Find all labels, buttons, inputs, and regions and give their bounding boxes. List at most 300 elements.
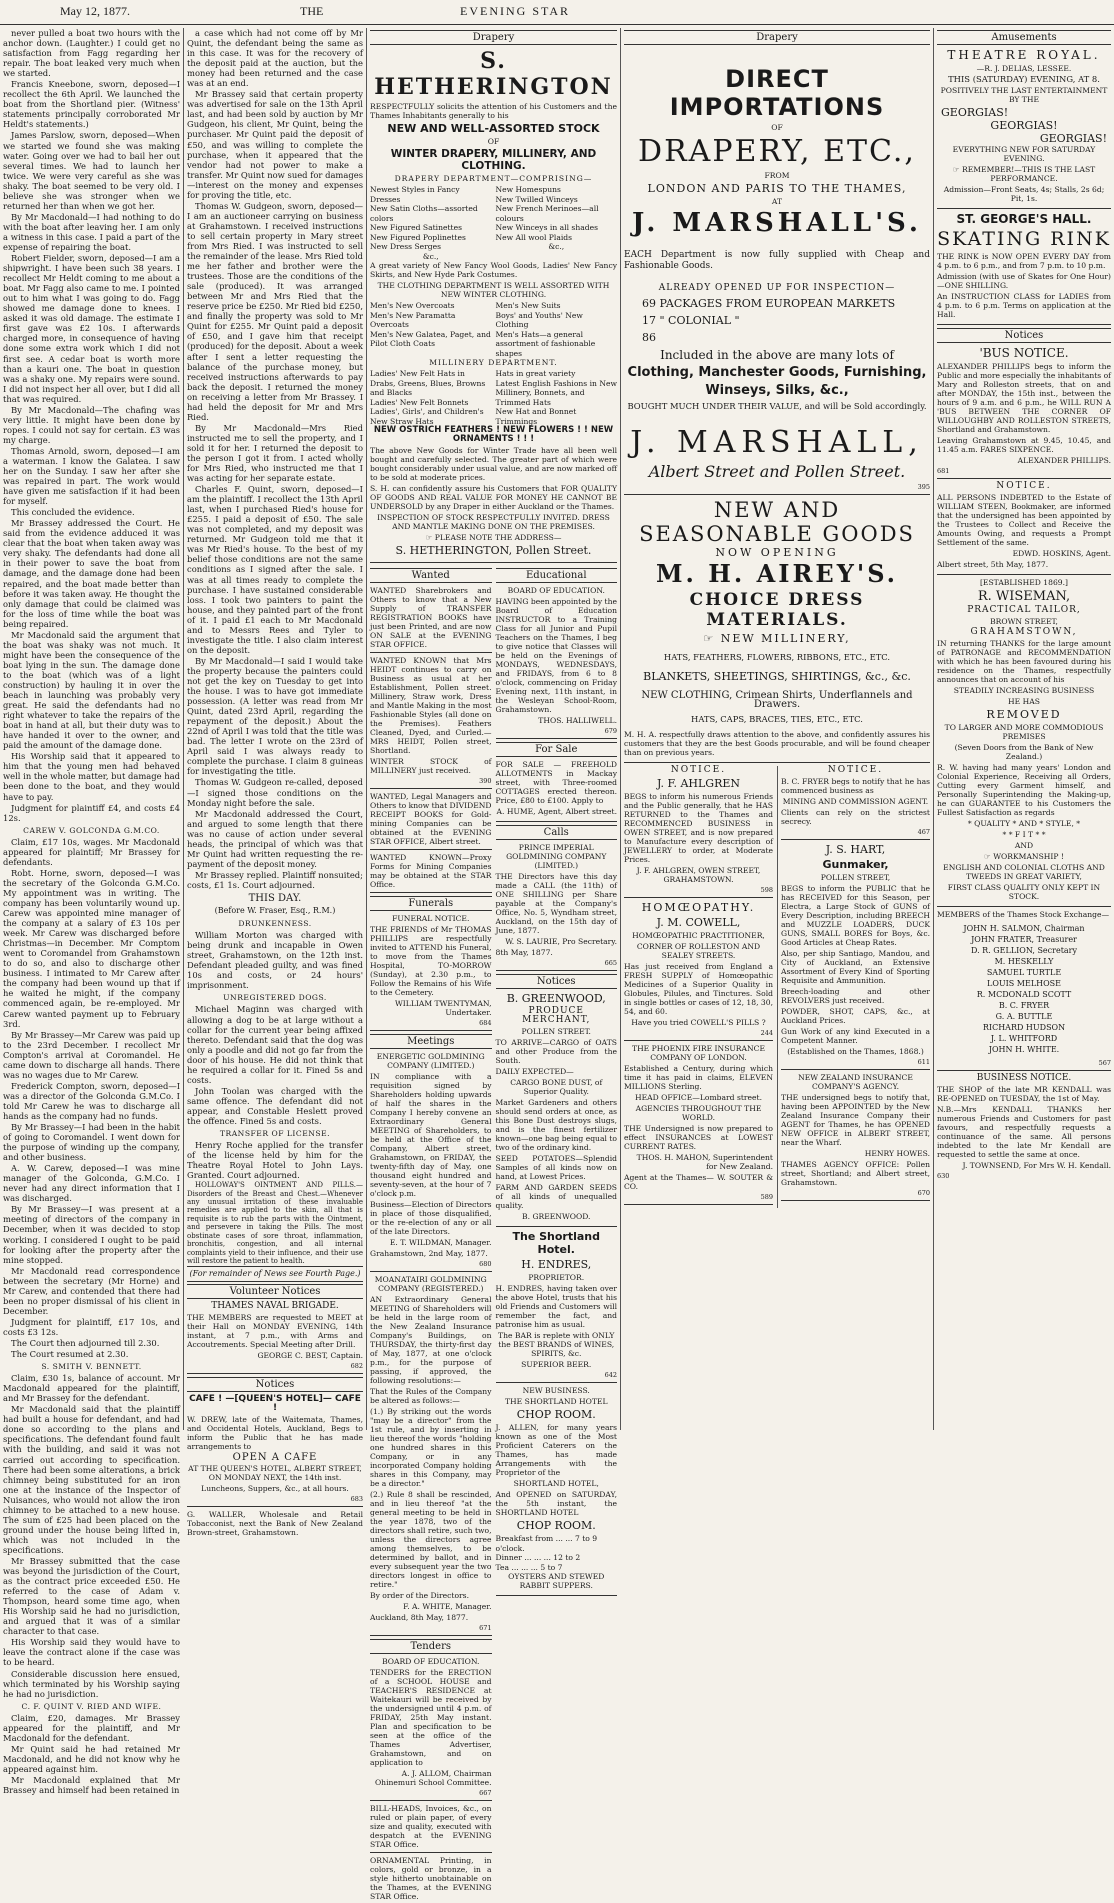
shortland-prop: PROPRIETOR.	[528, 1273, 585, 1282]
ad-number: 679	[604, 727, 617, 735]
ad-for-sale	[496, 760, 618, 822]
airey-title: M. H. AIREY'S.	[655, 559, 899, 588]
ad-number: 611	[917, 1058, 930, 1066]
cowell-corner: CORNER OF ROLLESTON AND SEALEY STREETS.	[636, 942, 761, 960]
ads-column-6	[934, 28, 1114, 1430]
case-heading: S. SMITH V. BENNETT.	[41, 1362, 142, 1372]
energetic-title: ENERGETIC GOLDMINING COMPANY (LIMITED.)	[376, 1052, 485, 1070]
ad-number: 467	[917, 828, 930, 836]
hart-street: POLLEN STREET,	[820, 873, 891, 882]
business-title: BUSINESS NOTICE.	[976, 1073, 1072, 1083]
wiseman-fit: * * F I T * *	[1002, 830, 1046, 839]
georgias-line-3: GEORGIAS!	[1039, 132, 1107, 145]
ad-number: 684	[479, 1019, 492, 1027]
news-paragraph: Considerable discussion here ensued, which terminated by his Worship saying he had no jurisdiction.	[3, 1668, 180, 1699]
georgias-line-2: GEORGIAS!	[990, 119, 1058, 132]
news-paragraph: Mr Brassey addressed the Court. He said from the evidence adduced it was clear that the boat when taken away was very shaky. The defendants had done all in their power to save the boat from damage, and the damage done had been repaired, and the boat made better than before it was taken away. He thought the only damage that could be claimed was for the loss of time while the boat was being repaired.	[3, 518, 180, 629]
pointing-hand-icon: ☞	[425, 533, 435, 542]
pointing-hand-icon: ☞	[952, 165, 963, 174]
drapery-item: New French Merinoes—all colours	[495, 204, 599, 223]
airey-blankets: BLANKETS, SHEETINGS, SHIRTINGS, &c., &c.	[643, 670, 911, 683]
ad-ahlgren	[624, 766, 773, 898]
business-sign: J. TOWNSEND, For Mrs W. H. Kendall.	[962, 1161, 1111, 1170]
london-paris: LONDON AND PARIS TO THE THAMES,	[647, 182, 907, 195]
funeral-title: FUNERAL NOTICE.	[392, 914, 470, 923]
package-line-total: 86	[642, 331, 656, 344]
greenwood-sub: PRODUCE MERCHANT,	[522, 1006, 591, 1025]
ad-greenwood	[496, 992, 618, 1227]
marshall-of: OF	[771, 123, 783, 132]
section-drapery: Drapery	[624, 30, 930, 45]
tender-text: TENDERS for the ERECTION of a SCHOOL HOUSE and TEACHER'S RESIDENCE at Waitekauri will be received by the undersigned until 4 p.m. of FRIDAY, 25th May instant. Plan and specification to be seen at the office of the Thames Advertiser, Grahamstown, and on application to	[370, 1668, 492, 1767]
exchange-member: JOHN H. WHITE.	[988, 1045, 1060, 1054]
naval-text: THE MEMBERS are requested to MEET at their Hall on MONDAY EVENING, 14th instant, at 7 p.m., with Arms and Accoutrements. Special Meeting after Drill.	[187, 1313, 363, 1350]
new-millinery	[624, 632, 930, 645]
exchange-member: SAMUEL TURTLE	[986, 968, 1062, 977]
ad-number: 589	[760, 1193, 773, 1201]
rink-admission: Admission (with use of Skates for One Hour)—ONE SHILLING.	[937, 272, 1111, 290]
news-paragraph: never pulled a boat two hours with the anchor down. (Laughter.) I could get no satisfaction from Fagg regarding her repair. The boat leaked very much when we started.	[3, 28, 180, 79]
notices-right	[777, 766, 930, 1208]
drapery-etc: DRAPERY, ETC.,	[638, 134, 916, 169]
theatre-lessee: —R. J. DELIAS, LESSEE.	[976, 64, 1072, 73]
moanataiari-rule-2: (2.) Rule 8 shall be rescinded, and in lieu thereof "at the general meeting to be held in the year 1878, two of the directors shall retire, such two, unless the directors agree among themselves, to be determined by ballot, and in every subsequent year the two directors longest in office to retire."	[370, 1490, 492, 1589]
ad-wanted-2	[370, 656, 492, 789]
cowell-sub: HOMŒOPATHIC PRACTITIONER,	[632, 931, 765, 940]
chop-tea: Tea ... ... ... 5 to 7	[495, 1562, 563, 1572]
wiseman-seven-doors: (Seven Doors from the Bank of New Zealand.)	[954, 743, 1094, 761]
new-millinery-text: NEW MILLINERY,	[720, 632, 851, 645]
exchange-member: D. R. GELLION, Secretary	[970, 946, 1078, 955]
georgias-line-1: GEORGIAS!	[941, 106, 1009, 119]
business-text: THE SHOP of the late MR KENDALL was RE-OPENED on TUESDAY, the 1st of May.	[937, 1085, 1111, 1103]
funeral-text: THE FRIENDS of Mr THOMAS PHILLIPS are respectfully invited to ATTEND his Funeral, to move from the Thames Hospital, TO-MORROW (Sunday), at 2.30 p.m., to Follow the Remains of his Wife to the Cemetery.	[370, 925, 492, 997]
moanataiari-rule-0: That the Rules of the Company be altered as follows:—	[370, 1387, 492, 1405]
greenwood-arrive: TO ARRIVE—CARGO of OATS and other Produce from the South.	[495, 1038, 617, 1065]
shortland-bar: The BAR is replete with ONLY the BEST BRANDS of WINES, SPIRITS, &c.	[498, 1331, 615, 1358]
hart-powder: POWDER, SHOT, CAPS, &c., at Auckland Prices.	[781, 1007, 930, 1025]
hetherington-note	[370, 533, 617, 542]
cowell-pills: Have you tried COWELL'S PILLS ?	[631, 1018, 766, 1027]
chop-oysters: OYSTERS AND STEWED RABBIT SUPPERS.	[508, 1572, 605, 1590]
ad-bus-notice	[937, 346, 1111, 479]
calls-text: THE Directors have this day made a CALL (the 11th) of ONE SHILLING per Share payable at the Company's Office, No. 5, Wyndham street, Auckland, on the 15th day of June, 1877.	[495, 872, 617, 935]
exchange-member: JOHN FRATER, Treasurer	[971, 935, 1077, 944]
ad-airey	[624, 498, 930, 763]
notices-left	[624, 766, 773, 1208]
energetic-text: IN compliance with a requisition signed by Shareholders holding upwards of half the shares in the Company I hereby convene an Extraordinary General MEETING of Shareholders, to be held at the Office of the Company, Albert street, Grahamstown, on FRIDAY, the twenty-fifth day of May, one thousand eight hundred and seventy-seven, at the hour of 7 o'clock p.m.	[370, 1072, 492, 1198]
drapery-item: New Homespuns	[495, 185, 561, 194]
clothing-items	[370, 301, 617, 358]
shortland-name: H. ENDRES,	[521, 1258, 592, 1271]
hetherington-feathers: NEW OSTRICH FEATHERS ! NEW FLOWERS ! ! NEW ORNAMENTS ! ! !	[373, 425, 614, 444]
tender-sign: A. J. ALLOM, Chairman Ohinemuri School Committee.	[374, 1769, 492, 1787]
phoenix-under: THE Undersigned is now prepared to effect INSURANCES at LOWEST CURRENT RATES.	[624, 1124, 773, 1151]
wiseman-steadily: STEADILY INCREASING BUSINESS	[953, 686, 1095, 695]
pointing-hand-icon: ☞	[703, 632, 721, 645]
hetherington-of: OF	[487, 137, 500, 146]
millinery-items	[370, 369, 617, 426]
ad-tender	[370, 1657, 492, 1801]
ads-column-5	[621, 28, 933, 1430]
ad-hetherington	[370, 48, 617, 563]
exchange-text: MEMBERS of the Thames Stock Exchange—	[937, 910, 1110, 919]
section-tenders: Tenders	[370, 1639, 492, 1654]
wiseman-quality: * QUALITY * AND * STYLE, *	[967, 819, 1081, 828]
case-heading: C. F. QUINT V. RIED AND WIFE.	[21, 1701, 162, 1711]
hart-title: Gunmaker,	[822, 858, 889, 871]
ad-number: 680	[479, 1260, 492, 1268]
notices-split	[624, 766, 930, 1208]
header-date: May 12, 1877.	[60, 4, 130, 18]
ad-number: 390	[479, 777, 492, 785]
news-paragraph: Claim, £30 1s, balance of account. Mr Macdonald appeared for the plaintiff, and Mr Brassey for the defendant.	[3, 1373, 180, 1404]
section-wanted: Wanted	[370, 568, 492, 583]
ad-number: 670	[917, 1189, 930, 1197]
wiseman-and: AND	[1014, 841, 1034, 850]
ad-fryer	[781, 766, 930, 840]
wiseman-text: IN returning THANKS for the large amount of PATRONAGE and RECOMMENDATION with which he has been favoured during his residence on the Thames, respectfully announces that on account of his	[937, 639, 1111, 684]
marshall-bought: BOUGHT MUCH UNDER THEIR VALUE, and will be Sold accordingly.	[627, 401, 927, 411]
chop-title: CHOP ROOM.	[516, 1408, 596, 1421]
drapery-item: New All wool Plaids	[495, 232, 573, 242]
marshall-included: Included in the above are many lots of	[660, 348, 894, 362]
greenwood-seed: SEED POTATOES—Splendid Samples of all kinds now on hand, at Lowest Prices.	[495, 1154, 617, 1181]
hart-also: Also, per ship Santiago, Mandou, and City of Auckland, an Extensive Assortment of Every Kind of Sporting Requisite and Ammunition.	[781, 949, 930, 985]
news-paragraph: Claim, £17 10s, wages. Mr Macdonald appeared for plaintiff; Mr Brassey for defendants.	[3, 836, 180, 867]
ad-number: 244	[760, 1029, 773, 1037]
ad-number: 395	[917, 483, 930, 491]
millinery-item: Latest English Fashions in New Millinery, Bonnets, and Trimmed Hats	[495, 378, 617, 407]
shortland-title: The Shortland Hotel.	[512, 1230, 601, 1256]
news-paragraph: Thomas Arnold, sworn, deposed—I am a waterman. I know the Galatea. I saw her on the Sunday. I saw her after she was repaired in part. The work would have given me satisfaction if it had been for myself.	[3, 445, 180, 507]
greenwood-street: POLLEN STREET.	[521, 1027, 591, 1036]
millinery-item: Ladies' New Felt Bonnets	[370, 397, 469, 407]
exchange-member: J. L. WHITFORD	[990, 1034, 1058, 1043]
marshall-already: ALREADY OPENED UP FOR INSPECTION—	[658, 283, 896, 293]
news-paragraph: Judgment for plaintiff, £17 10s, and costs £3 12s.	[3, 1316, 180, 1337]
skating-rink-title: SKATING RINK	[937, 228, 1111, 250]
news-paragraph: The Court resumed at 2.30.	[11, 1349, 129, 1360]
nzins-text: THE undersigned begs to notify that, having been APPOINTED by the New Zealand Insurance Company their AGENT for Thames, he has OPENED NEW OFFICE in ALBERT STREET, near the Wharf.	[781, 1093, 930, 1147]
hetherington-intro: RESPECTFULLY solicits the attention of his Customers and the Thames Inhabitants generally to his	[370, 102, 617, 120]
news-paragraph: Mr Macdonald said the argument that the boat was shaky was not much. It might have been the consequence of the boat lying in the sun. The damage done to the boat (which was of a light construction) by hauling it in over the beach in launching was probably very great. He said the defendants had no right whatever to take the repairs of the boat in hand at all, but their duty was to have handed it over to the owner, and paid the amount of the damage done.	[3, 629, 180, 751]
exchange-member: B. C. FRYER	[998, 1001, 1050, 1010]
exchange-member: G. A. BUTTLE	[995, 1012, 1053, 1021]
shortland-text: H. ENDRES, having taken over the above Hotel, trusts that his old Friends and Customers will remember the fact, and patronise him as usual.	[495, 1284, 617, 1329]
news-paragraph: By Mr Brassey—Mr Carew was paid up to the 23rd December. I recollect Mr Compton's arrival at Coromandel. He came down to discharge all hands. There was no wages due to Mr Carew.	[3, 1029, 180, 1080]
chop-breakfast: Breakfast from ... ... 7 to 9 o'clock.	[495, 1534, 598, 1553]
hetherington-note-text: PLEASE NOTE THE ADDRESS—	[434, 533, 562, 542]
news-paragraph: His Worship said that it appeared to him that the young men had behaved well in the whole matter, but damage had been done to the boat, and they would have to pay.	[3, 751, 180, 802]
ad-number: 681	[937, 467, 950, 475]
steen-notice-text: ALL PERSONS INDEBTED to the Estate of WILLIAM STEEN, Bookmaker, are informed that the undersigned has been appointed by the Trustees to Collect and Receive the Amounts Owing, and requests a Prompt Settlement of the same.	[937, 493, 1111, 547]
calls-title: PRINCE IMPERIAL GOLDMINING COMPANY (LIMITED.)	[506, 843, 607, 870]
news-paragraph: Mr Macdonald explained that Mr Brassey and himself had been retained in	[3, 1774, 180, 1796]
section-calls: Calls	[496, 825, 618, 840]
exchange-member: LOUIS MELHOSE	[987, 979, 1061, 988]
clothing-department: THE CLOTHING DEPARTMENT IS WELL ASSORTED WITH NEW WINTER CLOTHING.	[377, 281, 610, 299]
greenwood-farm: FARM AND GARDEN SEEDS of all kinds of unequalled quality.	[495, 1183, 617, 1210]
ad-ornamental: ORNAMENTAL Printing, in colors, gold or bronze, in a style hitherto unobtainable on the Thames, at the EVENING STAR Office.	[370, 1856, 492, 1901]
before-heading: (Before W. Fraser, Esq., R.M.)	[214, 906, 336, 916]
news-paragraph: Mr Macdonald read correspondence between the secretary (Mr Horne) and Mr Carew, and contended that there had been no proper dismissal of his client in December.	[3, 1265, 180, 1316]
news-paragraph: His Worship said they would have to leave the contract alone if the case was to be heard.	[3, 1637, 180, 1668]
calls-date: 8th May, 1877.	[495, 948, 553, 957]
chop-hotel: THE SHORTLAND HOTEL	[504, 1397, 608, 1406]
marshall-each: EACH Department is now fully supplied with Cheap and Fashionable Goods.	[624, 250, 930, 271]
news-paragraph: Mr Macdonald addressed the Court, and argued to some length that there was no cause of action under several heads, the principal of which was that Mr Quint had written requesting the re-payment of the deposit money.	[187, 808, 363, 869]
news-paragraph: A. W. Carew, deposed—I was mine manager of the Golconda, G.M.Co. I never had any direct information that I was discharged.	[3, 1163, 180, 1204]
wiseman-first-class: FIRST CLASS QUALITY ONLY KEPT IN STOCK.	[947, 883, 1101, 901]
news-paragraph: William Morton was charged with being drunk and incapable in Owen street, Grahamstown, on the 12th inst. Defendant pleaded guilty, and was fined 10s and costs, or 24 hours' imprisonment.	[187, 930, 363, 991]
section-volunteer-notices: Volunteer Notices	[187, 1284, 363, 1299]
section-educational: Educational	[496, 568, 618, 583]
theatre-remember-text: REMEMBER!—THIS IS THE LAST PERFORMANCE.	[962, 165, 1096, 183]
news-paragraph: By Mr Brassey—I was present at a meeting of directors of the company in December, when it was decided to stop working. I considered I ought to be paid for looking after the property after the mine stopped.	[3, 1204, 180, 1265]
wanted-2-text: WANTED KNOWN that Mrs HEIDT continues to carry on Business as usual at her Establishment, Pollen street. Millinery, Straw work, Dress and Mantle Making in the most Fashionable Styles (all done on the Premises). Feathers Cleaned, Dyed, and Curled.—MRS HEIDT, Pollen street, Shortland.	[370, 656, 492, 755]
funeral-sign: WILLIAM TWENTYMAN, Undertaker.	[394, 999, 492, 1017]
holloway-ad: HOLLOWAY'S OINTMENT AND PILLS.—Disorders of the Breast and Chest.—Whenever any unusual irritation of these invaluable remedies are applied to the skin, all that is requisite is to rub the parts with the Ointment, and persevere in taking the Pills. The most obstinate cases of sore throat, inflammation, bronchitis, congestion, and all internal complaints yield to their influence, and their use will restore the patient to health.	[187, 1181, 363, 1265]
nzins-office: THAMES AGENCY OFFICE: Pollen street, Shortland; and Albert street, Grahamstown.	[781, 1160, 930, 1187]
section-amusements: Amusements	[937, 30, 1111, 45]
ad-cafe	[187, 1395, 363, 1507]
wiseman-removed: REMOVED	[986, 708, 1062, 721]
header-label: THE	[300, 4, 324, 18]
energetic-sign: E. T. WILDMAN, Manager.	[389, 1238, 492, 1247]
energetic-date: Grahamstown, 2nd May, 1877.	[370, 1249, 488, 1258]
ad-number: 665	[604, 959, 617, 967]
cowell-text: Has just received from England a FRESH SUPPLY of Homœopathic Medicines of a Superior Quality in Globules, Pilules, and Tinctures. Sold in single bottles or cases of 12, 18, 30, 54, and 60.	[624, 962, 773, 1016]
ad-shortland-hotel	[496, 1230, 618, 1383]
news-paragraph: a case which had not come off by Mr Quint, the defendant being the same as in this case. It was for the recovery of the deposit paid at the auction, but the money had been returned and the case was at an end.	[187, 28, 363, 89]
ad-wiseman	[937, 578, 1111, 907]
ad-number: 642	[604, 1371, 617, 1379]
marshall-name: J. MARSHALL,	[630, 425, 924, 460]
ad-steen-notice	[937, 482, 1111, 575]
wiseman-grahamstown: GRAHAMSTOWN,	[970, 627, 1078, 637]
fryer-notice: NOTICE.	[827, 765, 884, 775]
wiseman-larger: TO LARGER AND MORE COMMODIOUS PREMISES	[944, 723, 1104, 741]
hart-gun: Gun Work of any kind Executed in a Competent Manner.	[781, 1027, 930, 1045]
news-paragraph: Mr Macdonald said that the plaintiff had built a house for defendant, and had done so according to the plans and specifications. The defendant found fault with the building, and said it was not carried out according to specification. There had been some alterations, a brick chimney being substituted for an iron one at the instance of the Inspector of Nuisances, who would not allow the iron chimney to be attached to a new house. The sum of £25 had been placed on the ground under the house being lifted in, which was not included in the specifications.	[3, 1404, 180, 1555]
news-paragraph: By Mr Macdonald—Mrs Ried instructed me to sell the property, and I sold it for her. I returned the deposit to the person I got it from. I acted wholly for Mrs Ried, who instructed me that I was acting for her separate estate.	[187, 422, 363, 484]
marshalls-title: J. MARSHALL'S.	[632, 208, 922, 238]
steen-notice-sign: EDWD. HOSKINS, Agent.	[1012, 549, 1111, 558]
drapery-item: New Satin Cloths—assorted colors	[370, 204, 478, 223]
ad-number: 683	[350, 1495, 363, 1504]
header-paper-name: EVENING STAR	[460, 4, 571, 18]
bus-text: ALEXANDER PHILLIPS begs to inform the Public and more especially the inhabitants of Mary and Rolleston streets, that on and after MONDAY, the 15th inst., between the hours of 9 a.m. and 6 p.m., he WILL RUN A 'BUS BETWEEN THE CORNER OF WILLOUGHBY AND ROLLESTON STREETS, Shortland and Grahamstown.	[937, 362, 1111, 434]
chop-title-2: CHOP ROOM.	[516, 1519, 596, 1532]
news-paragraph: Thomas W. Gudgeon, sworn, deposed—I am an auctioneer carrying on business at Grahamstown. I received instructions to sell certain property in Mary street from Mrs Ried. I was instructed to sell the remainder of the lease. Mrs Ried told me her father and brother were the trustees. Those are the conditions of the sale (produced). It was arranged between Mr and Mrs Ried that the reserve price be £250. Mr Ried bid £250, and finally the property was sold to Mr Quint for £255. Mr Quint paid a deposit of £50, and I gave him that receipt (produced) for the deposit. About a week after I sent a letter requesting the balance of the purchase money, but received instructions afterwards to pay back the deposit. I returned the money on receiving a letter from Mr Brassey. I had held the deposit for Mr and Mrs Ried.	[187, 200, 363, 422]
cafe-text: W. DREW, late of the Waitemata, Thames, and Occidental Hotels, Auckland, Begs to inform the Public that he has made arrangements to	[187, 1415, 363, 1452]
news-paragraph: Frederick Compton, sworn, deposed—I was a director of the Golconda G.M.Co. I told Mr Carew he was to discharge all hands as the company had no funds.	[3, 1080, 180, 1121]
st-george-hall: ST. GEORGE'S HALL.	[956, 212, 1092, 226]
drapery-item: Newest Styles in Fancy Dresses	[370, 185, 460, 204]
millinery-item: Ladies' New Felt Hats in Drabs, Greens, Blues, Browns and Blacks	[370, 369, 486, 397]
exchange-member: RICHARD HUDSON	[982, 1023, 1066, 1032]
news-paragraph: The Court then adjourned till 2.30.	[11, 1338, 160, 1348]
ad-theatre	[937, 48, 1111, 209]
ahlgren-name: J. F. AHLGREN	[656, 777, 741, 790]
nzins-sign: HENRY HOWES.	[864, 1149, 930, 1158]
wiseman-name: R. WISEMAN,	[977, 589, 1071, 604]
ad-calls	[496, 843, 618, 971]
news-paragraph: Thomas W. Gudgeon re-called, deposed—I signed those conditions on the Monday night before the sale.	[187, 777, 363, 808]
direct-importations: DIRECT IMPORTATIONS	[669, 65, 885, 121]
ad-naval-brigade	[187, 1302, 363, 1374]
clothing-item: Men's Hats—a general assortment of fashionable shapes	[495, 329, 596, 358]
hart-established: (Established on the Thames, 1868.)	[787, 1047, 924, 1056]
news-paragraph: Michael Maginn was charged with allowing a dog to be at large without a collar for the current year being affixed thereto. Defendant said that the dog was only a poodle and did not go far from the door of his house. He did not think that he required a collar for it. Fined 5s and costs.	[187, 1004, 363, 1085]
ad-number: 667	[479, 1789, 492, 1797]
steen-notice-title: NOTICE.	[996, 481, 1052, 491]
drapery-item: New Twilled Winceys	[495, 194, 578, 204]
greenwood-sign: B. GREENWOOD.	[522, 1212, 591, 1221]
tender-title: BOARD OF EDUCATION.	[382, 1657, 480, 1666]
phoenix-agent: Agent at the Thames— W. SOUTER & CO.	[624, 1173, 773, 1191]
choice-dress: CHOICE DRESS MATERIALS.	[689, 590, 865, 630]
ad-nz-insurance	[781, 1073, 930, 1201]
ads-left	[370, 566, 492, 1903]
clothing-item: Boys' and Youths' New Clothing	[495, 310, 583, 329]
exchange-members	[937, 923, 1111, 1055]
hetherington-winter: WINTER DRAPERY, MILLINERY, AND CLOTHING.	[390, 148, 597, 172]
sale-sign: A. HUME, Agent, Albert street.	[496, 807, 617, 816]
ad-number: 682	[350, 1362, 363, 1371]
fryer-text: B. C. FRYER begs to notify that he has commenced business as	[781, 777, 930, 795]
drapery-item: New Figured Satinettes	[370, 223, 462, 232]
news-paragraph: Henry Roche applied for the transfer of the license held by him for the Theatre Royal Hotel to John Lays. Granted. Court adjourned.	[187, 1140, 363, 1181]
exchange-member: M. HESKELLY	[994, 957, 1054, 966]
news-paragraph: This concluded the evidence.	[11, 507, 135, 518]
clothing-item: Men's New Overcoats	[370, 301, 455, 310]
millinery-item: Hats in great variety	[495, 369, 576, 378]
drapery-department: DRAPERY DEPARTMENT—COMPRISING—	[394, 174, 593, 183]
news-column-2	[184, 28, 366, 1538]
news-paragraph: Francis Kneebone, sworn, deposed—I recollect the 6th April. We launched the boat from the Shortland pier. (Witness' statements principally corroborated Mr Heldt's statements.)	[3, 79, 180, 130]
drapery-item: New Figured Poplinettes	[370, 232, 466, 242]
marshall-address: Albert Street and Pollen Street.	[648, 462, 906, 481]
ads-split	[370, 566, 617, 1903]
exchange-member: R. MCDONALD SCOTT	[976, 990, 1072, 999]
ad-number: 630	[937, 1172, 950, 1180]
exchange-member: JOHN H. SALMON, Chairman	[963, 924, 1085, 933]
education-title: BOARD OF EDUCATION.	[507, 586, 605, 595]
news-paragraph: Mr Brassey submitted that the case was beyond the jurisdiction of the Court, as the contract price exceeded £50. He referred to the case of Adam v. Thompson, heard some time ago, when His Worship said he had no jurisdiction, and argued that it was of a similar character to that case.	[3, 1555, 180, 1637]
section-meetings: Meetings	[370, 1034, 492, 1049]
chop-open: And OPENED on SATURDAY, the 5th instant, the SHORTLAND HOTEL	[495, 1490, 617, 1517]
hetherington-stock: NEW AND WELL-ASSORTED STOCK	[387, 122, 600, 135]
newbiz-title: NEW BUSINESS.	[522, 1386, 590, 1395]
nzins-title: NEW ZEALAND INSURANCE COMPANY'S AGENCY.	[798, 1073, 913, 1091]
ahlgren-sign: J. F. AHLGREN, OWEN STREET, GRAHAMSTOWN.	[636, 866, 761, 884]
section-for-sale: For Sale	[496, 742, 618, 757]
news-paragraph: James Parslow, sworn, deposed—When we started we found she was making water. Going over we had to bail her out several times. We had to launch her twice. We were very careful as she was shaky. The boat seemed to be very old. I believe she was stronger when we returned her than when we got her.	[3, 130, 180, 211]
marshall-from: FROM	[764, 171, 790, 180]
news-paragraph: Charles F. Quint, sworn, deposed—I am the plaintiff. I recollect the 13th April last, when I purchased Ried's house for £255. I paid a deposit of £50. The sale was not completed, and my deposit was returned. Mr Gudgeon told me that it was Mr Ried's house. To the best of my belief those conditions are not the same conditions as I signed after the sale. I was at all times ready to complete the purchase. I have sustained considerable loss. I took two painters to paint the house, and they painted part of the front of it. I paid £1 each to Mr Macdonald and to Messrs Rees and Tyler to investigate the title. I also claim interest on the deposit.	[187, 484, 363, 655]
page-header	[0, 0, 1114, 25]
wiseman-practical: PRACTICAL TAILOR,	[967, 605, 1081, 615]
ads-right	[496, 566, 618, 1903]
ahlgren-text: BEGS to inform his numerous Friends and the Public generally, that he HAS RETURNED to the Thames and RECOMMENCED BUSINESS in OWEN STREET, and is now prepared to Manufacture every description of JEWELLERY to order, at Moderate Prices.	[624, 792, 773, 864]
now-opening: NOW OPENING	[715, 546, 839, 559]
fryer-clients: Clients can rely on the strictest secrecy.	[781, 808, 930, 826]
hart-name: J. S. HART,	[825, 843, 886, 856]
news-paragraph: Mr Brassey replied. Plaintiff nonsuited; costs, £1 1s. Court adjourned.	[187, 869, 363, 890]
ad-education	[496, 586, 618, 739]
ad-hart	[781, 843, 930, 1070]
ad-wanted-3: WANTED, Legal Managers and Others to know that DIVIDEND RECEIPT BOOKS for Gold-mining Companies can be obtained at the EVENING STAR OFFICE, Albert street.	[370, 792, 492, 850]
phoenix-head: HEAD OFFICE—Lombard street.	[634, 1093, 762, 1102]
sale-text: FOR SALE — FREEHOLD ALLOTMENTS in Mackay street, with Three-roomed COTTAGES erected thereon. Price, £80 to £100. Apply to	[495, 760, 617, 805]
hetherington-title: S. HETHERINGTON	[374, 48, 613, 100]
drapery-item: New Winceys in all shades	[495, 223, 598, 232]
phoenix-sign: THOS. H. MAHON, Superintendent for New Zealand.	[636, 1153, 773, 1171]
marshall-at: AT	[771, 197, 783, 206]
news-paragraph: Mr Brassey said that certain property was advertised for sale on the 13th April last, and had been sold by auction by Mr Gudgeon, his client, Mr Quint, being the purchaser. Mr Quint paid the deposit of £50, and was willing to complete the purchase, when it appeared that the vendor had not power to make a transfer. Mr Quint now sued for damages—interest on the money and expenses for proving the title, etc.	[187, 89, 363, 200]
ad-stock-exchange	[937, 910, 1111, 1071]
news-paragraph: John Toolan was charged with the same offence. The defendant did not appear, and Constable Heslett proved the offence. Fined 5s and costs.	[187, 1085, 363, 1126]
millinery-department: MILLINERY DEPARTMENT.	[429, 358, 558, 367]
moanataiari-text: AN Extraordinary General MEETING of Shareholders will be held in the large room of the New Zealand Insurance Company's Buildings, on THURSDAY, the thirty-first day of May, 1877, at one o'clock p.m., for the purpose of passing, if approved, the following resolutions:—	[370, 1295, 492, 1385]
ahlgren-notice: NOTICE.	[670, 765, 727, 775]
greenwood-title: B. GREENWOOD,	[506, 992, 606, 1005]
education-text: HAVING been appointed by the Board of Education INSTRUCTOR to a Training Class for all Junior and Pupil Teachers on the Thames, I beg to give notice that Classes will be held on the Evenings of MONDAYS, WEDNESDAYS, and FRIDAYS, from 6 to 8 o'clock, commencing on Friday Evening next, 11th instant, in the Wesleyan School-Room, Grahamstown.	[495, 597, 617, 714]
ad-wanted-4: WANTED KNOWN—Proxy Forms for Mining Companies may be obtained at the STAR Office.	[370, 853, 492, 893]
package-line-colonial: 17 " COLONIAL "	[642, 314, 740, 327]
bus-sign: ALEXANDER PHILLIPS.	[1017, 456, 1111, 465]
hart-breech: Breech-loading and other REVOLVERS just received.	[781, 987, 930, 1005]
cafe-heading: CAFE ! —[QUEEN'S HOTEL]— CAFE !	[189, 1394, 361, 1414]
ad-number: 567	[1098, 1059, 1111, 1067]
bus-leave: Leaving Grahamstown at 9.45, 10.45, and 11.45 a.m. FARES SIXPENCE.	[937, 436, 1111, 454]
rink-open: THE RINK is NOW OPEN EVERY DAY from 4 p.m. to 6 p.m., and from 7 p.m. to 10 p.m.	[937, 252, 1111, 270]
phoenix-title: THE PHOENIX FIRE INSURANCE COMPANY OF LONDON.	[632, 1044, 765, 1062]
ad-moanataiari	[370, 1275, 492, 1636]
homeopathy-title: HOMŒOPATHY.	[641, 901, 756, 914]
rink-class: An INSTRUCTION CLASS for LADIES from 4 p.m. to 6 p.m. Terms on application at the Hall.	[937, 292, 1111, 319]
chop-text: J. ALLEN, for many years known as one of the Most Proficient Caterers on the Thames, has made Arrangements with the Proprietor of the	[495, 1423, 617, 1477]
pointing-hand-icon: ☞	[984, 852, 994, 861]
fryer-business: MINING AND COMMISSION AGENT.	[782, 797, 929, 806]
wiseman-english: ENGLISH AND COLONIAL CLOTHS AND TWEEDS IN GREAT VARIETY,	[943, 863, 1105, 881]
ads-column-3	[367, 28, 620, 1901]
marshall-packages	[624, 295, 930, 346]
greenwood-market: Market Gardeners and others should send orders at once, as this Bone Dust destroys slugs, and is the finest fertilizer known—one bag being equal to two of the ordinary kind.	[495, 1098, 617, 1152]
millinery-item: New Hat and Bonnet Trimmings	[495, 407, 577, 426]
clothing-item: Men's New Galatea, Paget, and Pilot Cloth Coats	[370, 329, 491, 348]
drapery-item: New Dress Serges	[370, 242, 442, 251]
cowell-name: J. M. COWELL,	[656, 916, 741, 929]
wiseman-rw: R. W. having had many years' London and Colonial Experience, Receiving all Orders, Cutting every Garment himself, and Personally Superintending the Making-up, he can GUARANTEE to his Customers the Fullest Satisfaction as regards	[937, 763, 1111, 817]
moanataiari-order: By order of the Directors.	[370, 1591, 469, 1600]
steen-notice-date: Albert street, 5th May, 1877.	[937, 560, 1049, 569]
airey-caps: HATS, CAPS, BRACES, TIES, ETC., ETC.	[691, 714, 863, 724]
news-paragraph: By Mr Macdonald—I said I would take the property because the painters could not get the key on Tuesday to get into the house. I was to have got immediate possession. (A letter was read from Mr Quint, dated 23rd April, regarding the repayment of the deposit.) About the 22nd of April I was told that the title was bad. The letter I wrote on the 23rd of April said I was always ready to complete the purchase. I claim 8 guineas for investigating the title.	[187, 655, 363, 777]
remainder-note: (For remainder of News see Fourth Page.)	[187, 1266, 363, 1282]
clothing-item: Men's New Paramatta Overcoats	[370, 310, 456, 329]
millinery-item: Ladies', Girls', and Children's New Straw Hats	[370, 407, 484, 426]
moanataiari-date: Auckland, 8th May, 1877.	[370, 1613, 469, 1622]
news-paragraph: Mr Quint said he had retained Mr Macdonald, and he did not know why he appeared against him.	[3, 1743, 180, 1774]
moanataiari-title: MOANATAIRI GOLDMINING COMPANY (REGISTERED.)	[374, 1275, 487, 1293]
airey-note: M. H. A. respectfully draws attention to the above, and confidently assures his customers that they are the best Goods procurable, and will be found cheaper than on previous years.	[624, 730, 930, 757]
hetherington-assure: S. H. can confidently assure his Customers that FOR QUALITY OF GOODS AND REAL VALUE FOR MONEY HE CANNOT BE UNDERSOLD by any Draper in either Auckland or the Thames.	[370, 484, 617, 511]
ad-chop-room	[496, 1386, 618, 1596]
hetherington-inspect: INSPECTION OF STOCK RESPECTFULLY INVITED. DRESS AND MANTLE MAKING DONE ON THE PREMISES.	[377, 513, 610, 531]
